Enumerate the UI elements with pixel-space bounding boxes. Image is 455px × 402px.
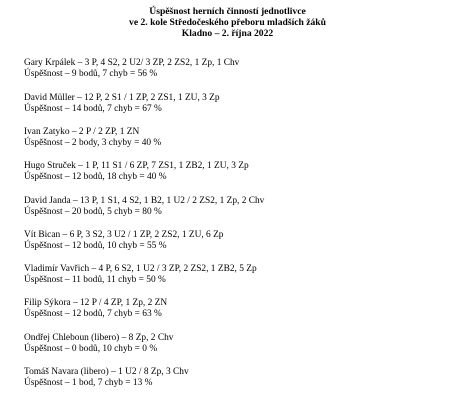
player-entry xyxy=(24,196,264,218)
player-stats-line: Ondřej Chleboun (libero) – 8 Zp, 2 Chv xyxy=(24,333,174,343)
player-entry xyxy=(24,367,189,389)
player-entry xyxy=(24,298,167,320)
player-success-line: Úspěšnost – 2 body, 3 chyby = 40 % xyxy=(24,138,162,148)
player-stats-line: Ivan Zatyko – 2 P / 2 ZP, 1 ZN xyxy=(24,127,140,137)
player-success-line: Úspěšnost – 9 bodů, 7 chyb = 56 % xyxy=(24,69,158,79)
player-entry xyxy=(24,127,161,149)
player-stats-line: Filip Sýkora – 12 P / 4 ZP, 1 Zp, 2 ZN xyxy=(24,298,168,308)
player-success-line: Úspěšnost – 12 bodů, 7 chyb = 63 % xyxy=(24,309,162,319)
player-success-line: Úspěšnost – 12 bodů, 10 chyb = 55 % xyxy=(24,241,167,251)
player-success-line: Úspěšnost – 12 bodů, 18 chyb = 40 % xyxy=(24,172,167,182)
title-line-3: Kladno – 2. října 2022 xyxy=(181,28,274,40)
player-success-line: Úspěšnost – 11 bodů, 11 chyb = 50 % xyxy=(24,275,166,285)
player-stats-line: Vladimír Vavřich – 4 P, 6 S2, 1 U2 / 3 ZP, 2 ZS2, 1 ZB2, 5 Zp xyxy=(24,264,257,274)
player-success-line: Úspěšnost – 0 bodů, 10 chyb = 0 % xyxy=(24,344,158,354)
player-success-line: Úspěšnost – 20 bodů, 5 chyb = 80 % xyxy=(24,207,162,217)
title-line-2: ve 2. kole Středočeského přeboru mladších žáků xyxy=(129,17,326,29)
player-stats-line: Gary Krpálek – 3 P, 4 S2, 2 U2/ 3 ZP, 2 ZS2, 1 Zp, 1 Chv xyxy=(24,58,240,68)
player-stats-line: David Janda – 13 P, 1 S1, 4 S2, 1 B2, 1 U2 / 2 ZS2, 1 Zp, 2 Chv xyxy=(24,196,265,206)
player-stats-line: Hugo Struček – 1 P, 11 S1 / 6 ZP, 7 ZS1, 1 ZB2, 1 ZU, 3 Zp xyxy=(24,161,249,171)
player-entry xyxy=(24,58,239,80)
player-entry xyxy=(24,230,224,252)
player-entry xyxy=(24,161,249,183)
document-title xyxy=(0,6,455,40)
player-stats-line: Vít Bican – 6 P, 3 S2, 3 U2 / 1 ZP, 2 ZS2, 1 ZU, 6 Zp xyxy=(24,230,224,240)
player-success-line: Úspěšnost – 14 bodů, 7 chyb = 67 % xyxy=(24,104,162,114)
player-entry xyxy=(24,93,220,115)
player-entry xyxy=(24,264,257,286)
player-success-line: Úspěšnost – 1 bod, 7 chyb = 13 % xyxy=(24,378,153,388)
title-line-1: Úspěšnost herních činností jednotlivce xyxy=(149,6,306,17)
player-entry xyxy=(24,333,173,355)
player-stats-line: Tomáš Navara (libero) – 1 U2 / 8 Zp, 3 Chv xyxy=(24,367,189,377)
player-stats-line: David Müller – 12 P, 2 S1 / 1 ZP, 2 ZS1, 1 ZU, 3 Zp xyxy=(24,93,220,103)
